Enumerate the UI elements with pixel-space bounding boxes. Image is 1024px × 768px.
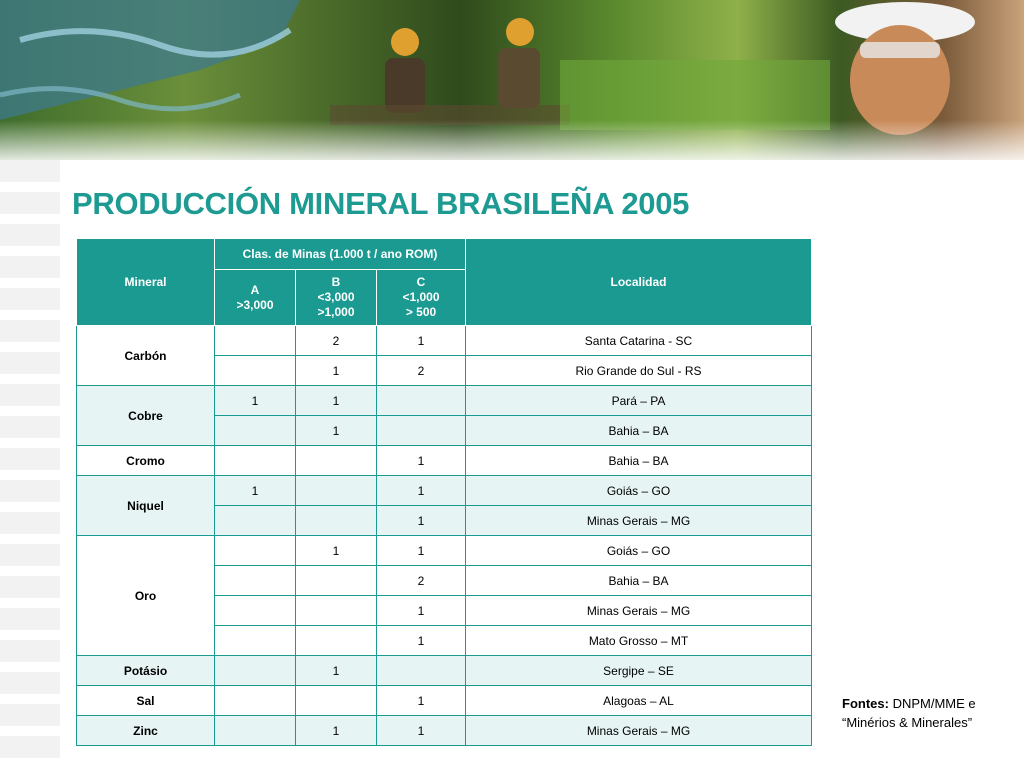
class-a-cell [215,596,296,626]
class-c-cell: 1 [377,536,466,566]
class-a-cell [215,356,296,386]
class-b-cell: 2 [296,326,377,356]
class-b-cell [296,446,377,476]
class-c-cell: 1 [377,326,466,356]
class-b-cell [296,626,377,656]
class-b-cell [296,596,377,626]
locality-cell: Mato Grosso – MT [466,626,812,656]
mineral-production-table [76,238,812,746]
locality-cell: Bahia – BA [466,566,812,596]
table-row [77,326,812,356]
locality-cell: Minas Gerais – MG [466,716,812,746]
class-b-cell: 1 [296,536,377,566]
class-b-cell [296,476,377,506]
locality-cell: Alagoas – AL [466,686,812,716]
sources-line1: DNPM/MME e [892,696,976,711]
class-c-cell: 1 [377,686,466,716]
class-a-cell [215,446,296,476]
class-c-cell: 2 [377,566,466,596]
header-class-a [215,270,296,326]
class-b-cell: 1 [296,416,377,446]
class-c-cell: 1 [377,596,466,626]
page-title: PRODUCCIÓN MINERAL BRASILEÑA 2005 [72,186,690,221]
locality-cell: Minas Gerais – MG [466,596,812,626]
mineral-cell: Sal [77,686,215,716]
mineral-cell: Niquel [77,476,215,536]
header-class-a-range: >3,000 [236,297,274,312]
sources-label: Fontes: [842,696,889,711]
class-c-cell: 1 [377,446,466,476]
decorative-stripes [0,160,60,768]
class-b-cell: 1 [296,386,377,416]
header-banner-image [0,0,1024,160]
table-row [77,476,812,506]
header-class-b-max: <3,000 [317,290,355,304]
sources-note [842,694,976,732]
header-class-c-max: <1,000 [402,290,440,304]
table-row [77,656,812,686]
mineral-cell: Cromo [77,446,215,476]
header-locality: Localidad [466,239,812,326]
class-b-cell: 1 [296,356,377,386]
locality-cell: Sergipe – SE [466,656,812,686]
table-row [77,686,812,716]
class-b-cell [296,686,377,716]
class-a-cell [215,416,296,446]
header-class-b-min: >1,000 [317,305,355,319]
class-c-cell: 1 [377,626,466,656]
class-a-cell [215,506,296,536]
header-class-b [296,270,377,326]
class-a-cell [215,626,296,656]
header-class-c [377,270,466,326]
banner-fade [0,120,1024,160]
header-class-b-label: B [331,275,341,289]
class-a-cell [215,566,296,596]
class-a-cell [215,536,296,566]
class-b-cell [296,566,377,596]
locality-cell: Bahia – BA [466,416,812,446]
mineral-cell: Zinc [77,716,215,746]
mineral-cell: Potásio [77,656,215,686]
class-c-cell: 1 [377,506,466,536]
class-a-cell [215,656,296,686]
class-b-cell: 1 [296,716,377,746]
table-body [77,326,812,746]
table-row [77,716,812,746]
class-a-cell [215,716,296,746]
mineral-cell: Carbón [77,326,215,386]
locality-cell: Goiás – GO [466,536,812,566]
class-b-cell: 1 [296,656,377,686]
class-c-cell: 1 [377,476,466,506]
class-a-cell [215,326,296,356]
locality-cell: Bahia – BA [466,446,812,476]
locality-cell: Minas Gerais – MG [466,506,812,536]
locality-cell: Rio Grande do Sul - RS [466,356,812,386]
header-class-c-label: C [416,275,426,289]
class-c-cell: 1 [377,716,466,746]
mineral-cell: Oro [77,536,215,656]
locality-cell: Goiás – GO [466,476,812,506]
class-b-cell [296,506,377,536]
sources-line2: “Minérios & Minerales” [842,715,973,730]
header-mine-classification: Clas. de Minas (1.000 t / ano ROM) [215,239,466,270]
locality-cell: Santa Catarina - SC [466,326,812,356]
class-a-cell: 1 [215,476,296,506]
header-class-c-min: > 500 [405,305,437,319]
class-c-cell: 2 [377,356,466,386]
table-row [77,536,812,566]
header-mineral: Mineral [77,239,215,326]
table-row [77,446,812,476]
class-a-cell: 1 [215,386,296,416]
class-c-cell [377,656,466,686]
class-a-cell [215,686,296,716]
header-class-a-label: A [250,282,260,297]
table-row [77,386,812,416]
locality-cell: Pará – PA [466,386,812,416]
mineral-cell: Cobre [77,386,215,446]
class-c-cell [377,386,466,416]
class-c-cell [377,416,466,446]
